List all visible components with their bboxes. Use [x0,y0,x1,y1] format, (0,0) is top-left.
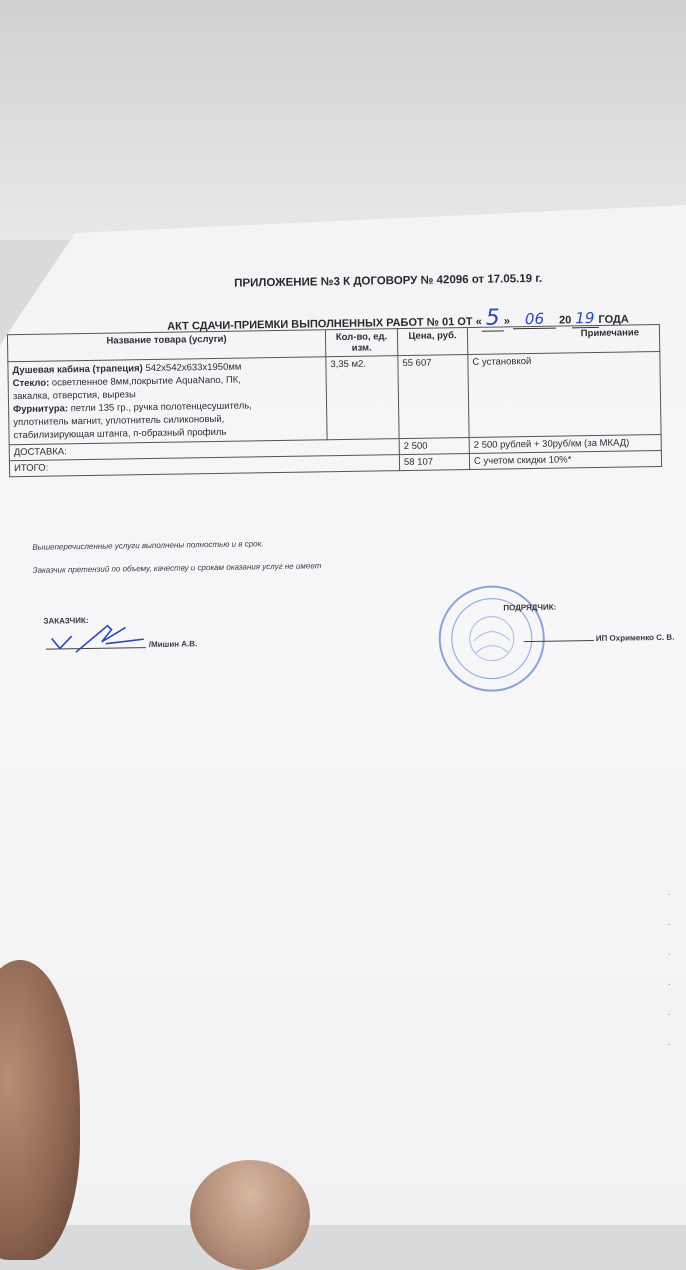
delivery-note: 2 500 рублей + 30руб/км (за МКАД) [469,434,661,453]
finger-bottom [190,1160,310,1270]
year-suffix: ГОДА [598,313,628,325]
date-year: 19 [571,309,598,328]
col-header-name: Название товара (услуги) [7,330,325,362]
total-note: С учетом скидки 10%* [469,450,661,469]
date-quote-open: « [476,316,482,328]
company-stamp [435,582,549,696]
desc-text: уплотнитель магнит, уплотнитель силиконовый, [13,414,224,428]
delivery-label: ДОСТАВКА: [9,439,399,461]
col-header-price: Цена, руб. [397,327,467,355]
item-note: С установкой [468,351,661,437]
appendix-title: ПРИЛОЖЕНИЕ №3 К ДОГОВОРУ № 42096 от 17.05.19 г. [148,271,628,291]
desc-label: Душевая кабина (трапеция) [12,363,142,376]
total-price: 58 107 [399,453,469,470]
desc-text: стабилизирующая штанга, п-образный профиль [13,427,226,441]
delivery-price: 2 500 [399,437,469,454]
desc-label: Фурнитура: [13,403,68,415]
customer-signature [45,615,151,657]
contractor-name: ИП Охрименко С. В. [596,633,675,643]
customer-name: /Мишин А.В. [149,639,198,649]
total-label: ИТОГО: [9,455,399,477]
desc-text: 542x542x633x1950мм [143,362,242,375]
desc-text: закалка, отверстия, вырезы [13,389,136,402]
contractor-signature-line [524,640,594,642]
contractor-label: ПОДРЯДЧИК: [503,603,556,613]
date-quote-close: » [504,315,510,327]
item-description [8,357,327,445]
date-month: 06 [513,310,556,330]
date-day: 5 [482,305,504,331]
item-qty: 3,35 м2. [326,356,399,440]
items-table [7,324,662,477]
desc-label: Стекло: [13,378,50,390]
col-header-note: Примечание [467,324,659,354]
table-row [8,351,661,444]
act-title: АКТ СДАЧИ-ПРИЕМКИ ВЫПОЛНЕННЫХ РАБОТ № 01 ОТ [167,316,473,333]
desc-text: осветленное 8мм,покрытие AquaNano, ПК, [49,375,241,389]
no-claims-statement: Заказчик претензий по объему, качеству и срокам оказания услуг не имеет [33,561,322,575]
edge-marks: · · · · · · [668,880,671,1060]
item-price: 55 607 [398,354,469,438]
col-header-qty: Кол-во, ед. изм. [325,329,397,357]
desc-text: петли 135 гр., ручка полотенцесушитель, [68,400,252,414]
year-prefix: 20 [559,314,571,326]
customer-label: ЗАКАЗЧИК: [43,616,88,626]
completion-statement: Вышеперечисленные услуги выполнены полностью и в срок. [32,539,263,552]
